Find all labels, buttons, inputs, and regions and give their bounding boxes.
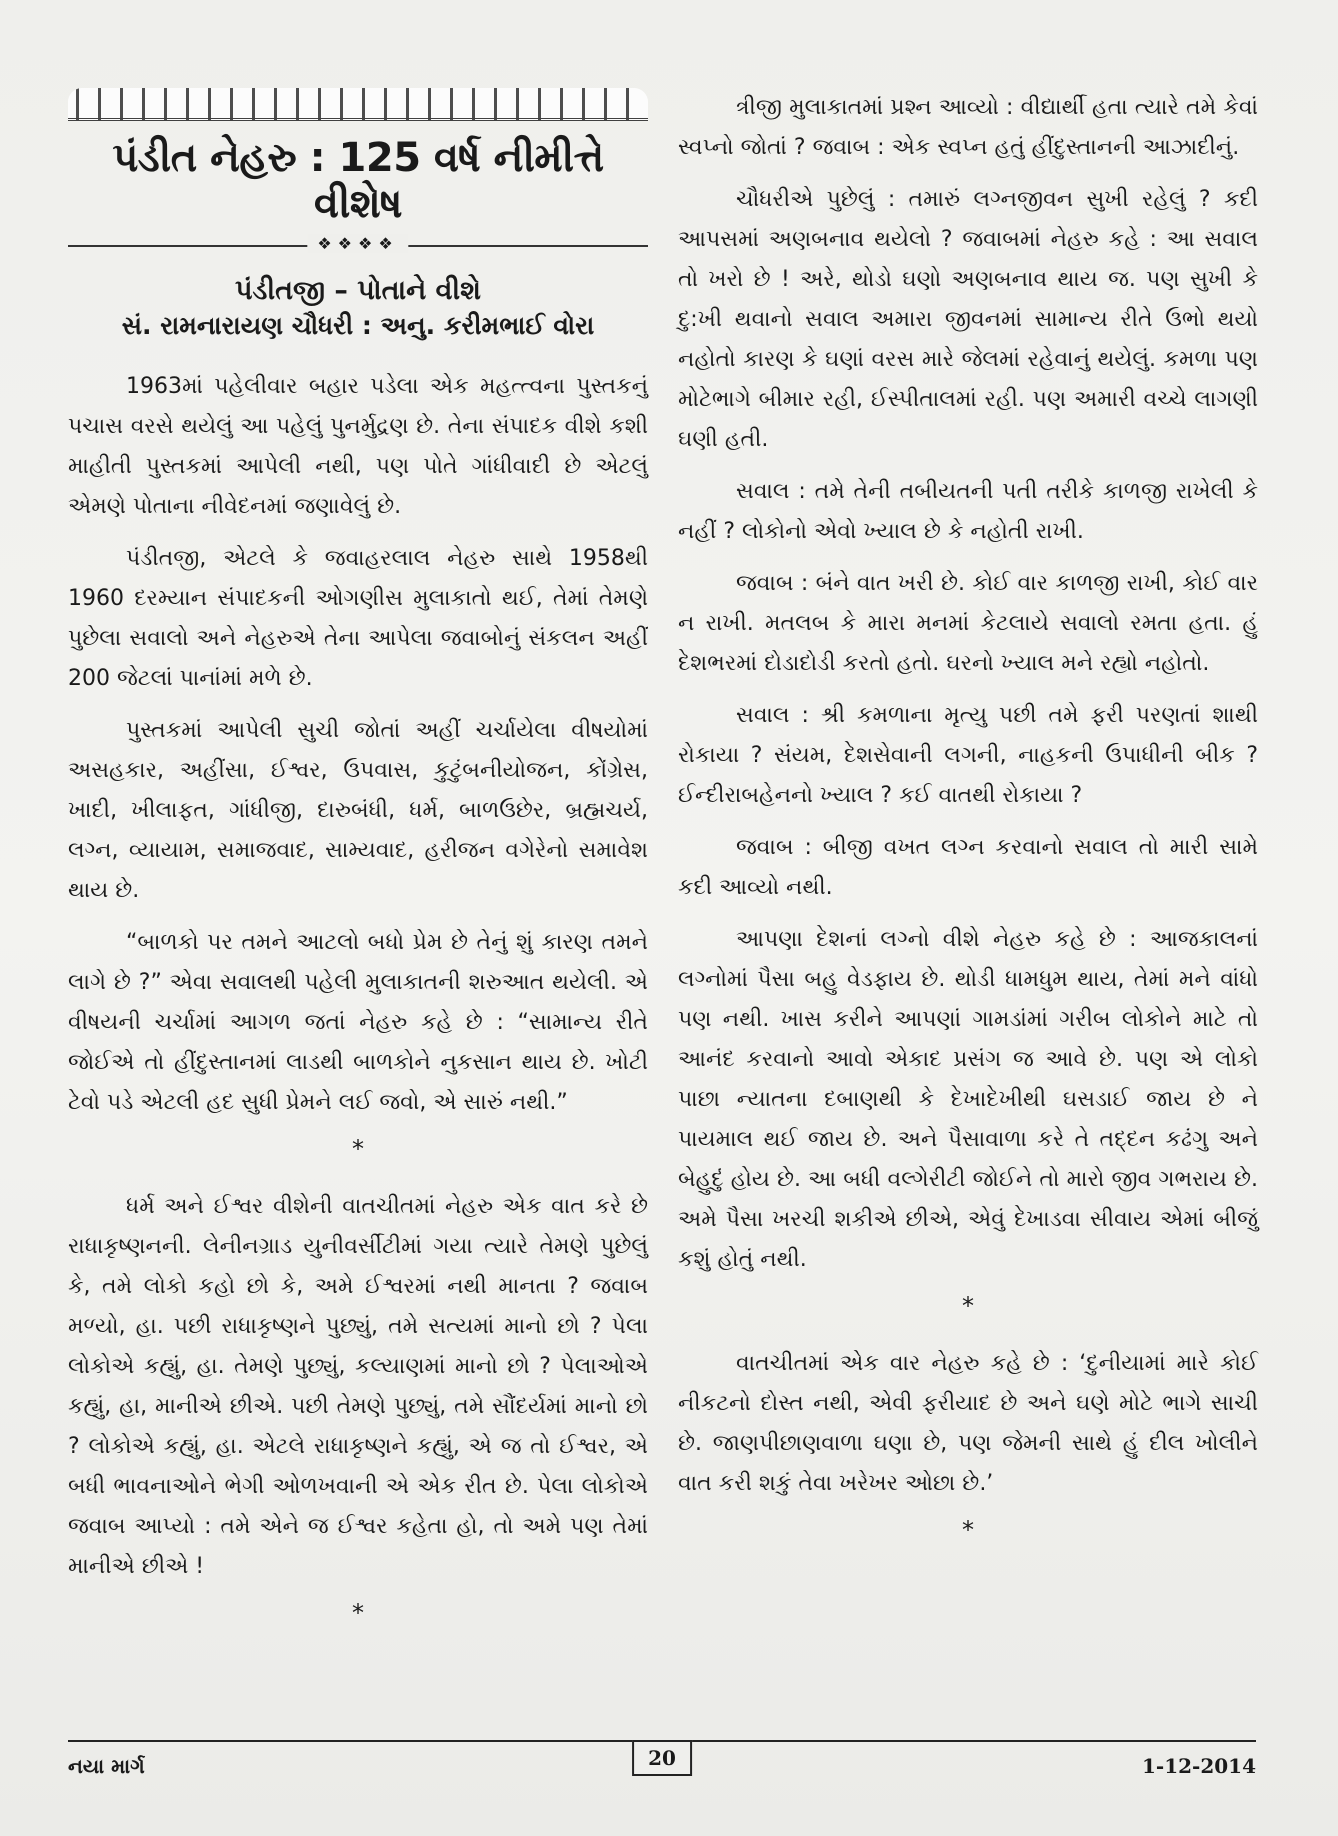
paragraph: વાતચીતમાં એક વાર નેહરુ કહે છે : ‘દુનીયામાં મારે કોઈ નીકટનો દોસ્ત નથી, એવી ફરીયાદ છે અને ઘણે મોટે ભાગે સાચી છે. જાણપીછાણવાળા ઘણા છે, પણ જેમની સાથે હું દીલ ખોલીને વાત કરી શકું તેવા ખરેખર ઓછા છે.’ (678, 1351, 1258, 1496)
article-subtitle: પંડીતજી – પોતાને વીશે (235, 275, 481, 306)
paragraph: જવાબ : બંને વાત ખરી છે. કોઈ વાર કાળજી રાખી, કોઈ વાર ન રાખી. મતલબ કે મારા મનમાં કેટલાયે સવાલો રમતા હતા. હું દેશભરમાં દોડાદોડી કરતો હતો. ઘરનો ખ્યાલ મને રહ્યો નહોતો. (678, 571, 1258, 676)
title-ornament (68, 88, 648, 121)
paragraph: ત્રીજી મુલાકાતમાં પ્રશ્ન આવ્યો : વીદ્યાર્થી હતા ત્યારે તમે કેવાં સ્વપ્નો જોતાં ? જવાબ : એક સ્વપ્ન હતું હીંદુસ્તાનની આઝાદીનું. (678, 95, 1258, 160)
paragraph: “બાળકો પર તમને આટલો બધો પ્રેમ છે તેનું શું કારણ તમને લાગે છે ?” એવા સવાલથી પહેલી મુલાકાતની શરુઆત થયેલી. એ વીષયની ચર્ચામાં આગળ જતાં નેહરુ કહે છે : “સામાન્ય રીતે જોઈએ તો હીંદુસ્તાનમાં લાડથી બાળકોને નુકસાન થાય છે. ખોટી ટેવો પડે એટલી હદ સુધી પ્રેમને લઈ જવો, એ સારું નથી.” (68, 930, 648, 1115)
paragraph: 1963માં પહેલીવાર બહાર પડેલા એક મહત્ત્વના પુસ્તકનું પચાસ વરસે થયેલું આ પહેલું પુનર્મુદ્રણ છે. તેના સંપાદક વીશે કશી માહીતી પુસ્તકમાં આપેલી નથી, પણ પોતે ગાંધીવાદી છે એટલું એમણે પોતાના નીવેદનમાં જણાવેલું છે. (68, 374, 648, 519)
article-author: સં. રામનારાયણ ચૌધરી : અનુ. કરીમભાઈ વોરા (121, 311, 595, 340)
left-column (68, 88, 648, 1651)
magazine-name: નયા માર્ગ (68, 1754, 145, 1778)
section-separator: * (962, 1516, 974, 1544)
paragraph: સવાલ : તમે તેની તબીયતની પતી તરીકે કાળજી રાખેલી કે નહીં ? લોકોનો એવો ખ્યાલ છે કે નહોતી રાખી. (678, 479, 1258, 544)
section-separator: * (962, 1292, 974, 1320)
headline-divider (68, 234, 648, 253)
page-number: 20 (632, 1740, 692, 1776)
divider-ornament-icon: ❖❖❖❖ (307, 234, 408, 253)
paragraph: જવાબ : બીજી વખત લગ્ન કરવાનો સવાલ તો મારી સામે કદી આવ્યો નથી. (678, 835, 1258, 900)
paragraph: સવાલ : શ્રી કમળાના મૃત્યુ પછી તમે ફરી પરણતાં શાથી રોકાયા ? સંયમ, દેશસેવાની લગની, નાહકની ઉપાધીની બીક ? ઈન્દીરાબહેનનો ખ્યાલ ? કઈ વાતથી રોકાયા ? (678, 703, 1258, 808)
paragraph: પંડીતજી, એટલે કે જવાહરલાલ નેહરુ સાથે 1958થી 1960 દરમ્યાન સંપાદકની ઓગણીસ મુલાકાતો થઈ, તેમાં તેમણે પુછેલા સવાલો અને નેહરુએ તેના આપેલા જવાબોનું સંકલન અહીં 200 જેટલાં પાનાંમાં મળે છે. (68, 546, 648, 691)
paragraph: ધર્મ અને ઈશ્વર વીશેની વાતચીતમાં નેહરુ એક વાત કરે છે રાધાકૃષ્ણનની. લેનીનગ્રાડ યુનીવર્સીટીમાં ગયા ત્યારે તેમણે પુછેલું કે, તમે લોકો કહો છો કે, અમે ઈશ્વરમાં નથી માનતા ? જવાબ મળ્યો, હા. પછી રાધાકૃષ્ણને પુછ્યું, તમે સત્યમાં માનો છો ? પેલા લોકોએ કહ્યું, હા. તેમણે પુછ્યું, કલ્યાણમાં માનો છો ? પેલાઓએ કહ્યું, હા, માનીએ છીએ. પછી તેમણે પુછ્યું, તમે સૌંદર્યમાં માનો છો ? લોકોએ કહ્યું, હા. એટલે રાધાકૃષ્ણને કહ્યું, એ જ તો ઈશ્વર, એ બધી ભાવનાઓને ભેગી ઓળખવાની એ એક રીત છે. પેલા લોકોએ જવાબ આપ્યો : તમે એને જ ઈશ્વર કહેતા હો, તો અમે પણ તેમાં માનીએ છીએ ! (68, 1194, 648, 1579)
page-footer (68, 1740, 1256, 1786)
paragraph: ચૌધરીએ પુછેલું : તમારું લગ્નજીવન સુખી રહેલું ? કદી આપસમાં અણબનાવ થયેલો ? જવાબમાં નેહરુ કહે : આ સવાલ તો ખરો છે ! અરે, થોડો ઘણો અણબનાવ થાય જ. પણ સુખી કે દુ:ખી થવાનો સવાલ અમારા જીવનમાં સામાન્ય રીતે ઉભો થયો નહોતો કારણ કે ઘણાં વરસ મારે જેલમાં રહેવાનું થયેલું. કમળા પણ મોટેભાગે બીમાર રહી, ઈસ્પીતાલમાં રહી. પણ અમારી વચ્ચે લાગણી ઘણી હતી. (678, 187, 1258, 452)
paragraph: પુસ્તકમાં આપેલી સુચી જોતાં અહીં ચર્ચાયેલા વીષયોમાં અસહકાર, અહીંસા, ઈશ્વર, ઉપવાસ, કુટુંબનીયોજન, કોંગ્રેસ, ખાદી, ખીલાફત, ગાંધીજી, દારુબંધી, ધર્મ, બાળઉછેર, બ્રહ્મચર્ય, લગ્ન, વ્યાયામ, સમાજવાદ, સામ્યવાદ, હરીજન વગેરેનો સમાવેશ થાય છે. (68, 718, 648, 903)
section-separator: * (352, 1135, 364, 1163)
section-separator: * (352, 1599, 364, 1627)
issue-date: 1-12-2014 (1141, 1754, 1256, 1778)
paragraph: આપણા દેશનાં લગ્નો વીશે નેહરુ કહે છે : આજકાલનાં લગ્નોમાં પૈસા બહુ વેડફાય છે. થોડી ધામધુમ થાય, તેમાં મને વાંધો પણ નથી. ખાસ કરીને આપણાં ગામડાંમાં ગરીબ લોકોને માટે તો આનંદ કરવાનો આવો એકાદ પ્રસંગ જ આવે છે. પણ એ લોકો પાછા ન્યાતના દબાણથી કે દેખાદેખીથી ઘસડાઈ જાય છે ને પાયમાલ થઈ જાય છે. અને પૈસાવાળા કરે તે તદ્દન કઢંગુ અને બેહુદું હોય છે. આ બધી વલ્ગેરીટી જોઈને તો મારો જીવ ગભરાય છે. અમે પૈસા ખરચી શકીએ છીએ, એવું દેખાડવા સીવાય એમાં બીજું કશું હોતું નથી. (678, 927, 1258, 1272)
headline: પંડીત નેહરુ : 125 વર્ષ નીમીત્તે વીશેષ (112, 135, 604, 227)
right-column (678, 88, 1258, 1568)
